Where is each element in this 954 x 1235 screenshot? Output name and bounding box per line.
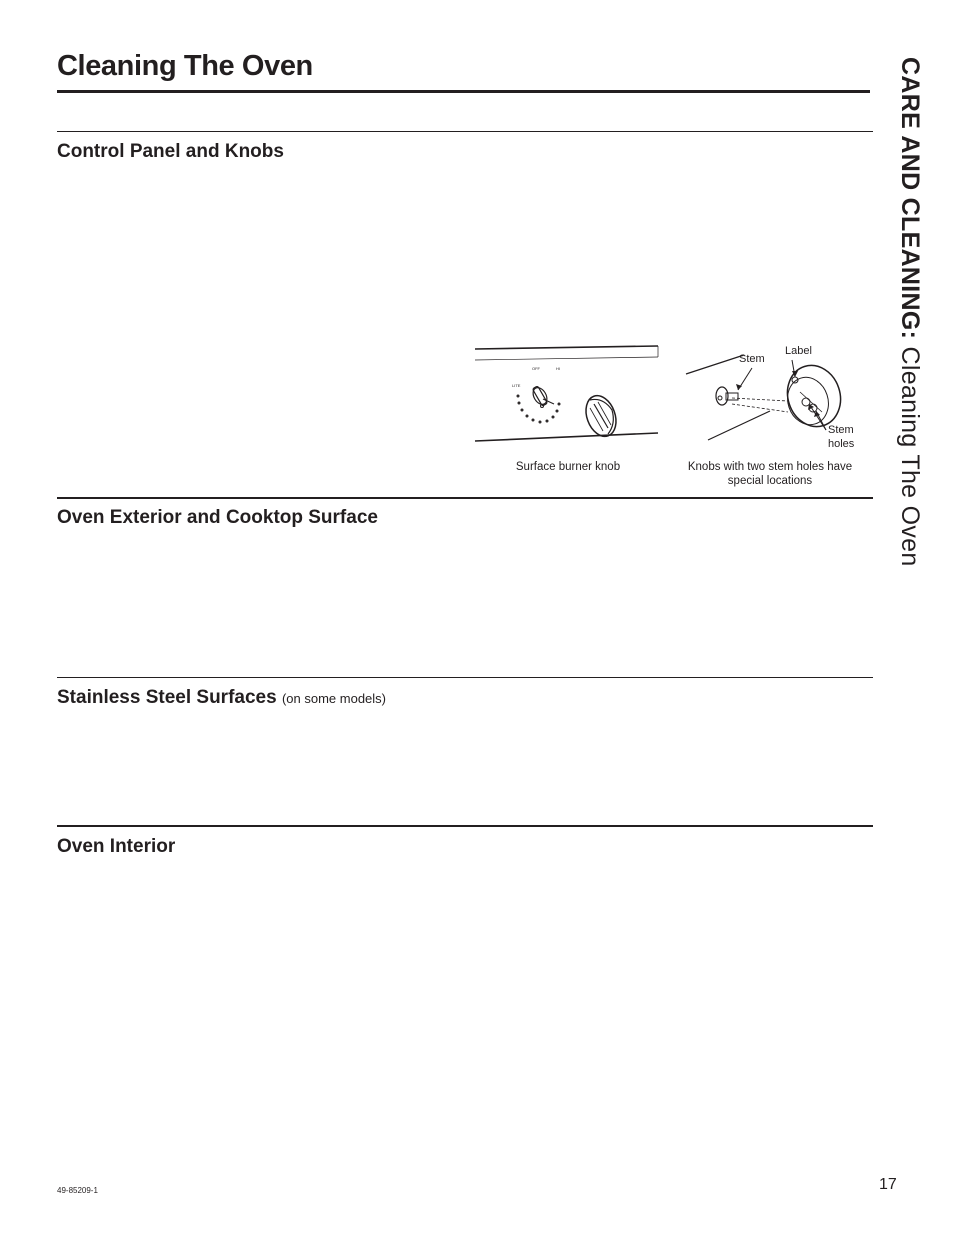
- label-label: Label: [785, 345, 812, 357]
- section-divider: [57, 131, 873, 132]
- knob-hi-mark: HI: [556, 366, 560, 371]
- label-stem-holes-line2: holes: [828, 438, 855, 450]
- document-id: 49-85209-1: [57, 1186, 98, 1195]
- side-tab-section: CARE AND CLEANING:: [896, 57, 924, 340]
- section-divider: [57, 497, 873, 499]
- section-divider: [57, 825, 873, 827]
- title-divider: [57, 90, 870, 93]
- knob-lite-mark: LITE: [512, 383, 521, 388]
- page-number: 17: [879, 1176, 897, 1193]
- page-title: Cleaning The Oven: [57, 50, 313, 82]
- knob-figure: [470, 340, 870, 492]
- section-note: (on some models): [281, 691, 386, 706]
- surface-burner-knob-drawing: [475, 346, 658, 441]
- caption-surface-burner-knob: Surface burner knob: [515, 461, 621, 473]
- caption-stem-holes: Knobs with two stem holes have special locations: [687, 461, 853, 487]
- side-tab: [895, 57, 924, 567]
- stem-knob-drawing: [686, 355, 848, 440]
- label-stem-holes-line1: Stem: [828, 424, 854, 436]
- section-heading-stainless-steel: Stainless Steel Surfaces (on some models): [57, 687, 386, 708]
- section-heading-oven-interior: Oven Interior: [57, 836, 176, 857]
- side-tab-topic: Cleaning The Oven: [896, 339, 924, 567]
- section-divider: [57, 677, 873, 678]
- section-heading-oven-exterior: Oven Exterior and Cooktop Surface: [57, 507, 378, 528]
- label-stem: Stem: [739, 353, 765, 365]
- knob-off-mark: OFF: [532, 366, 540, 371]
- section-heading-control-panel: Control Panel and Knobs: [57, 141, 284, 162]
